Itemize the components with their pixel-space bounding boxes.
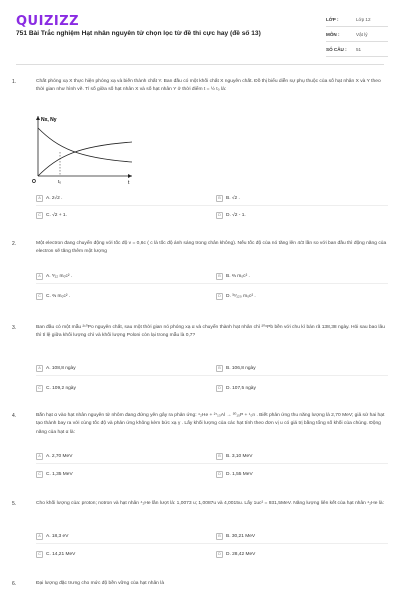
option-d[interactable]: [216, 468, 384, 480]
option-letter: B: [216, 533, 223, 540]
option-text: D. ³⁷⁄₁₂₀ m₀c² .: [226, 293, 256, 299]
option-b[interactable]: [216, 270, 384, 282]
curve-x: [38, 128, 132, 162]
option-text: D. 107,5 ngày: [226, 385, 256, 391]
option-a[interactable]: [36, 270, 204, 282]
option-a[interactable]: [36, 192, 204, 204]
meta-value: 51: [356, 46, 362, 52]
option-letter: A: [36, 365, 43, 372]
option-d[interactable]: [216, 548, 384, 560]
meta-key: MÔN :: [326, 31, 340, 37]
option-letter: C: [36, 551, 43, 558]
question-text: Bắn hạt α vào hạt nhân nguyên tử nhôm đang đứng yên gây ra phản ứng: ⁴₂He + ²⁷₁₃Al → ³⁰₁₅P + ¹₀n . Biết phản ứng thu năng lượng là 2,70 MeV; giả sử hai hạt tạo thành bay ra với cùng tốc độ và phản ứng không kèm bức xạ γ . Lấy khối lượng của các hạt tính theo đơn vị u có giá trị bằng tổng số khối của chúng. Động năng của hạt α là:: [36, 413, 385, 435]
page-title: 751 Bài Trắc nghiệm Hạt nhân nguyên tử chọn lọc từ đề thi cực hay (đề số 13): [16, 30, 261, 37]
option-letter: C: [36, 293, 43, 300]
option-text: C. √2 + 1.: [46, 212, 67, 218]
question-number: 5.: [12, 501, 17, 507]
option-text: A. 2√2 .: [46, 195, 63, 201]
option-letter: A: [36, 453, 43, 460]
meta-table: [326, 12, 388, 57]
document-header: [0, 0, 400, 64]
option-b[interactable]: [216, 450, 384, 462]
question-text: Đại lượng đặc trưng cho mức độ bền vững của hạt nhân là: [36, 581, 165, 586]
meta-row-count: [326, 42, 388, 57]
graph-x-label: t: [128, 180, 130, 186]
option-letter: C: [36, 212, 43, 219]
option-text: D. 28,42 MeV: [226, 551, 256, 557]
quizizz-logo: QUIZIZZ: [16, 14, 80, 29]
option-letter: B: [216, 273, 223, 280]
y-arrow-icon: [36, 116, 40, 120]
option-b[interactable]: [216, 530, 384, 542]
option-letter: B: [216, 365, 223, 372]
meta-key: SỐ CÂU :: [326, 46, 347, 52]
option-a[interactable]: [36, 362, 204, 374]
graph-y-label: Nx, Ny: [41, 117, 57, 123]
option-letter: C: [36, 385, 43, 392]
meta-value: Vật lý: [356, 31, 368, 37]
option-divider: [36, 543, 388, 544]
option-a[interactable]: [36, 530, 204, 542]
option-divider: [36, 375, 388, 376]
option-text: A. ⁵⁄₁₂ m₀c² .: [46, 273, 73, 279]
option-text: B. 3,10 MeV: [226, 453, 253, 459]
option-b[interactable]: [216, 192, 384, 204]
option-d[interactable]: [216, 290, 384, 302]
question-text: Cho khối lượng của: proton; notron và hạt nhân ⁴₂He lần lượt là: 1,0073 u; 1,0087u và 4,0015u. Lấy 1uc² = 931,5MeV. Năng lượng liên kết của hạt nhân ⁴₂He là:: [36, 501, 384, 506]
option-text: D. √2 - 1.: [226, 212, 246, 218]
option-letter: D: [216, 385, 223, 392]
meta-row-class: [326, 12, 388, 27]
header-divider: [16, 64, 384, 65]
question-number: 2.: [12, 241, 17, 247]
option-d[interactable]: [216, 209, 384, 221]
option-c[interactable]: [36, 468, 204, 480]
option-d[interactable]: [216, 382, 384, 394]
graph-tick: t₀: [58, 179, 62, 184]
option-divider: [36, 205, 388, 206]
option-text: C. 14,21 MeV: [46, 551, 76, 557]
meta-key: LỚP :: [326, 16, 339, 22]
option-letter: D: [216, 551, 223, 558]
question-text: Ban đầu có một mẫu ²¹⁰Po nguyên chất, sau một thời gian nó phóng xạ α và chuyển thành hạt nhân chì ²⁰⁶Pb bền với chu kì bán rã 138,38 ngày. Hỏi sau bao lâu thì tỉ lệ giữa khối lượng chì và khối lượng Poloni còn lại trong mẫu là 0,7?: [36, 325, 385, 339]
meta-value: Lớp 12: [356, 16, 371, 22]
option-text: D. 1,55 MeV: [226, 471, 253, 477]
meta-row-subject: [326, 27, 388, 42]
option-text: B. 30,21 MeV: [226, 533, 256, 539]
option-b[interactable]: [216, 362, 384, 374]
option-letter: A: [36, 195, 43, 202]
option-letter: B: [216, 453, 223, 460]
option-divider: [36, 283, 388, 284]
option-letter: D: [216, 212, 223, 219]
option-text: C. ⅔ m₀c² .: [46, 293, 71, 299]
curve-y: [38, 142, 132, 176]
question-text: Chất phóng xạ X thực hiện phóng xạ và biến thành chất Y. Ban đầu có một khối chất X nguyên chất. Đồ thị biểu diễn sự phụ thuộc của số hạt nhân X và Y theo thời gian như hình vẽ. Tỉ số giữa số hạt nhân X và số hạt nhân Y ở thời điểm t = ½ t₀ là:: [36, 79, 381, 93]
option-text: A. 2,70 MeV: [46, 453, 73, 459]
option-letter: A: [36, 273, 43, 280]
option-text: B. 106,8 ngày: [226, 365, 256, 371]
option-a[interactable]: [36, 450, 204, 462]
option-text: A. 108,8 ngày: [46, 365, 76, 371]
option-text: B. √2 .: [226, 195, 240, 201]
option-letter: A: [36, 533, 43, 540]
option-c[interactable]: [36, 290, 204, 302]
option-letter: B: [216, 195, 223, 202]
option-letter: C: [36, 471, 43, 478]
option-text: A. 18,3 eV: [46, 533, 69, 539]
decay-graph: [28, 112, 138, 186]
question-number: 1.: [12, 79, 17, 85]
option-text: C. 109,2 ngày: [46, 385, 76, 391]
x-arrow-icon: [128, 174, 132, 178]
question-number: 4.: [12, 413, 17, 419]
option-text: C. 1,35 MeV: [46, 471, 73, 477]
option-letter: D: [216, 293, 223, 300]
question-number: 3.: [12, 325, 17, 331]
option-divider: [36, 463, 388, 464]
question-number: 6.: [12, 581, 17, 587]
option-c[interactable]: [36, 209, 204, 221]
option-c[interactable]: [36, 382, 204, 394]
option-text: B. ⅔ m₀c² .: [226, 273, 250, 279]
option-c[interactable]: [36, 548, 204, 560]
option-letter: D: [216, 471, 223, 478]
graph-origin: O: [32, 179, 36, 185]
question-text: Một electron đang chuyển động với tốc độ v = 0,6c ( c là tốc độ ánh sáng trong chân không). Nếu tốc độ của nó tăng lên 4/3 lần so với ban đầu thì động năng của electron sẽ tăng thêm một lượng: [36, 241, 387, 255]
